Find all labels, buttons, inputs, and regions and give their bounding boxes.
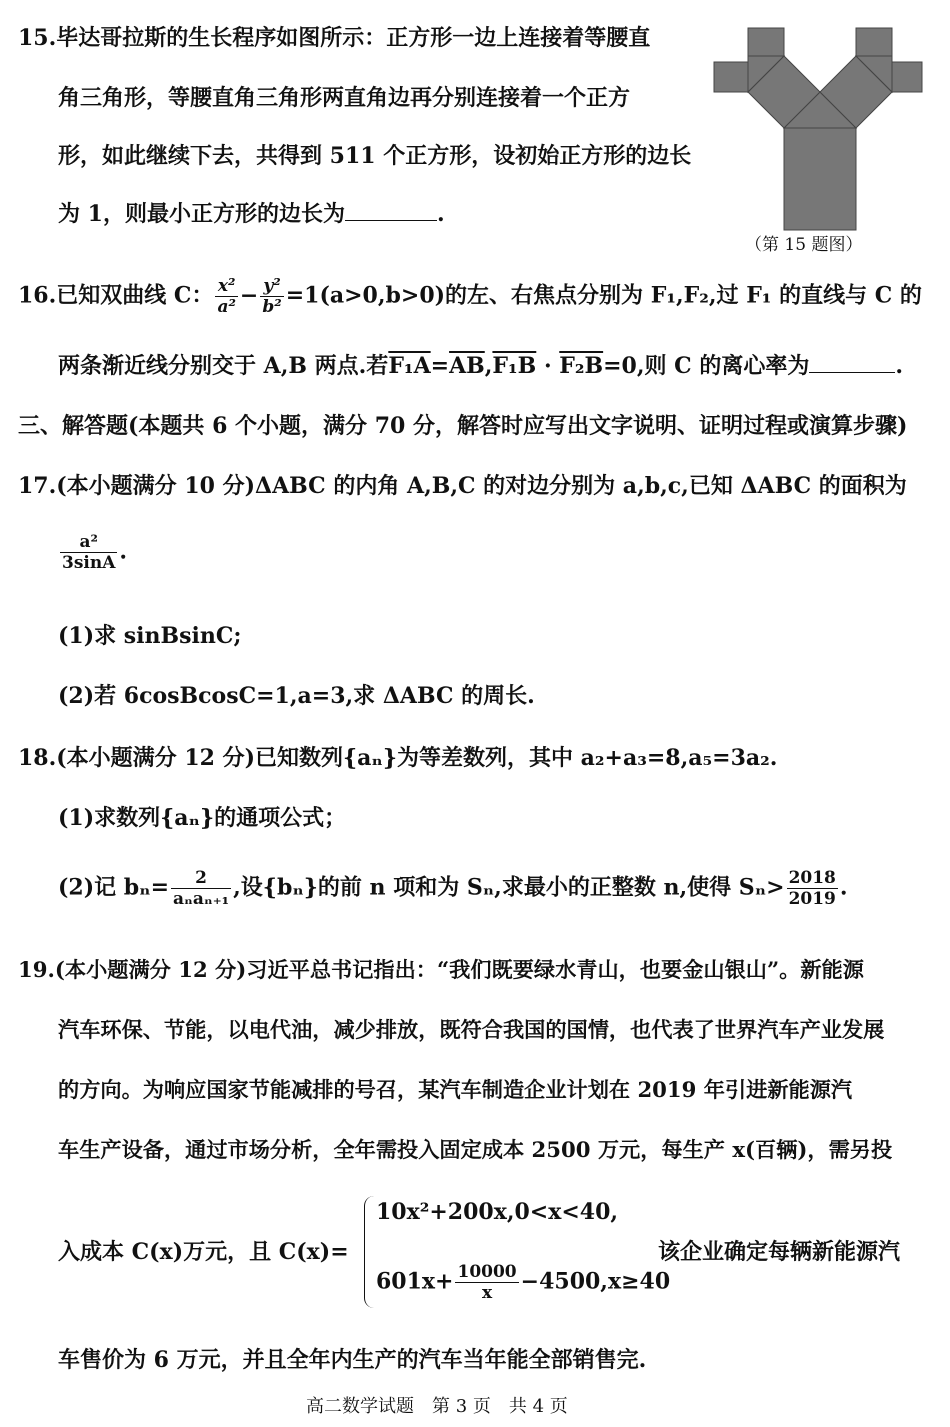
cost-case-2	[376, 1262, 670, 1303]
bn-numerator: 2	[195, 868, 207, 888]
vector-F2B: F₂B	[559, 353, 604, 379]
q16-line-2-lead: 两条渐近线分别交于 A,B 两点.若	[58, 353, 389, 379]
hyperbola-term-x: $\frac{\text{x²}}{\text{a²}}$	[217, 276, 236, 317]
small-square-1	[748, 28, 784, 56]
sn-bound-numerator: 2018	[788, 868, 836, 888]
q17-line-1: 17.(本小题满分 10 分)ΔABC 的内角 A,B,C 的对边分别为 a,b,c,已知 ΔABC 的面积为	[18, 473, 907, 499]
piecewise-brace	[364, 1196, 375, 1308]
q18-part-2-lead: (2)记 bₙ=	[58, 874, 170, 901]
cost-case-2-tail: −4500,x≥40	[520, 1268, 671, 1295]
q16-period: .	[895, 353, 904, 379]
hyperbola-term-y: $\frac{\text{y²}}{\text{b²}}$	[262, 276, 282, 317]
sn-bound-denominator: 2019	[788, 889, 836, 909]
sn-bound-fraction	[787, 868, 838, 909]
area-numerator: a²	[79, 532, 98, 552]
area-fraction	[60, 532, 117, 573]
small-square-4	[892, 62, 922, 92]
q19-line-1: 19.(本小题满分 12 分)习近平总书记指出：“我们既要绿水青山，也要金山银山”。新能源	[18, 957, 864, 982]
q15-period: .	[436, 201, 445, 227]
q17-part-1: (1)求 sinBsinC;	[58, 623, 242, 649]
q15-line-2: 角三角形，等腰直角三角形两直角边再分别连接着一个正方	[58, 85, 631, 111]
pythagoras-tree-figure	[712, 26, 924, 232]
q19-line-3: 的方向。为响应国家节能减排的号召，某汽车制造企业计划在 2019 年引进新能源汽	[58, 1077, 853, 1102]
cost-function-lead: 入成本 C(x)万元，且 C(x)=	[58, 1239, 349, 1265]
q16-line-1	[18, 276, 922, 317]
small-square-3	[856, 28, 892, 56]
area-denominator: 3sinA	[62, 553, 116, 573]
q17-area-formula	[58, 532, 127, 573]
vector-F1B: F₁B	[492, 353, 537, 379]
q15-line-1: 15.毕达哥拉斯的生长程序如图所示：正方形一边上连接着等腰直	[18, 25, 651, 51]
bn-fraction	[171, 868, 231, 909]
section-3-heading: 三、解答题(本题共 6 个小题，满分 70 分，解答时应写出文字说明、证明过程或演算步骤)	[18, 413, 908, 439]
q16-line-2-tail: =0,则 C 的离心率为	[603, 353, 810, 379]
q18-part-1: (1)求数列{aₙ}的通项公式；	[58, 805, 347, 831]
q16-equation-rest: =1(a>0,b>0)的左、右焦点分别为 F₁,F₂,过 F₁ 的直线与 C 的	[285, 282, 922, 309]
dot-operator: ·	[536, 353, 560, 379]
q15-line-4-text: 为 1，则最小正方形的边长为	[58, 201, 345, 227]
q16-lead: 16.已知双曲线 C：	[18, 282, 214, 309]
cost-case-1: 10x²+200x,0<x<40,	[376, 1199, 619, 1225]
q15-answer-blank	[345, 202, 437, 221]
small-square-2	[714, 62, 748, 92]
cost-numerator: 10000	[457, 1262, 517, 1282]
q15-line-4	[58, 200, 445, 228]
minus-sign: −	[239, 282, 259, 309]
page-footer: 高二数学试题 第 3 页 共 4 页	[306, 1396, 568, 1417]
cost-function-tail: 该企业确定每辆新能源汽	[658, 1239, 901, 1265]
q16-line-2	[58, 352, 903, 380]
figure-caption: （第 15 题图）	[745, 235, 863, 255]
comma: ,	[484, 353, 493, 379]
vector-F1A: F₁A	[388, 353, 431, 379]
q18-period: .	[839, 874, 848, 901]
q19-line-4: 车生产设备，通过市场分析，全年需投入固定成本 2500 万元，每生产 x(百辆)，需另投	[58, 1137, 893, 1162]
q18-part-2-mid: ,设{bₙ}的前 n 项和为 Sₙ,求最小的正整数 n,使得 Sₙ>	[233, 874, 785, 901]
q16-answer-blank	[809, 354, 895, 373]
equals-sign: =	[430, 353, 450, 379]
cost-fraction	[455, 1262, 518, 1303]
q19-last-line: 车售价为 6 万元，并且全年内生产的汽车当年能全部销售完.	[58, 1347, 647, 1373]
trunk-square	[784, 128, 856, 230]
q18-part-2	[58, 868, 848, 909]
vector-AB: $\overline{AB}$	[449, 353, 485, 379]
q15-line-3: 形，如此继续下去，共得到 511 个正方形，设初始正方形的边长	[58, 143, 692, 169]
q19-line-2: 汽车环保、节能，以电代油，减少排放，既符合我国的国情，也代表了世界汽车产业发展	[58, 1017, 885, 1042]
q17-part-2: (2)若 6cosBcosC=1,a=3,求 ΔABC 的周长.	[58, 683, 535, 709]
cost-case-2-lead: 601x+	[376, 1268, 454, 1295]
q18-line-1: 18.(本小题满分 12 分)已知数列{aₙ}为等差数列，其中 a₂+a₃=8,a₅=3a₂.	[18, 745, 778, 771]
cost-denominator: x	[455, 1282, 518, 1303]
bn-denominator: aₙaₙ₊₁	[173, 889, 230, 909]
q17-period: .	[119, 538, 128, 565]
